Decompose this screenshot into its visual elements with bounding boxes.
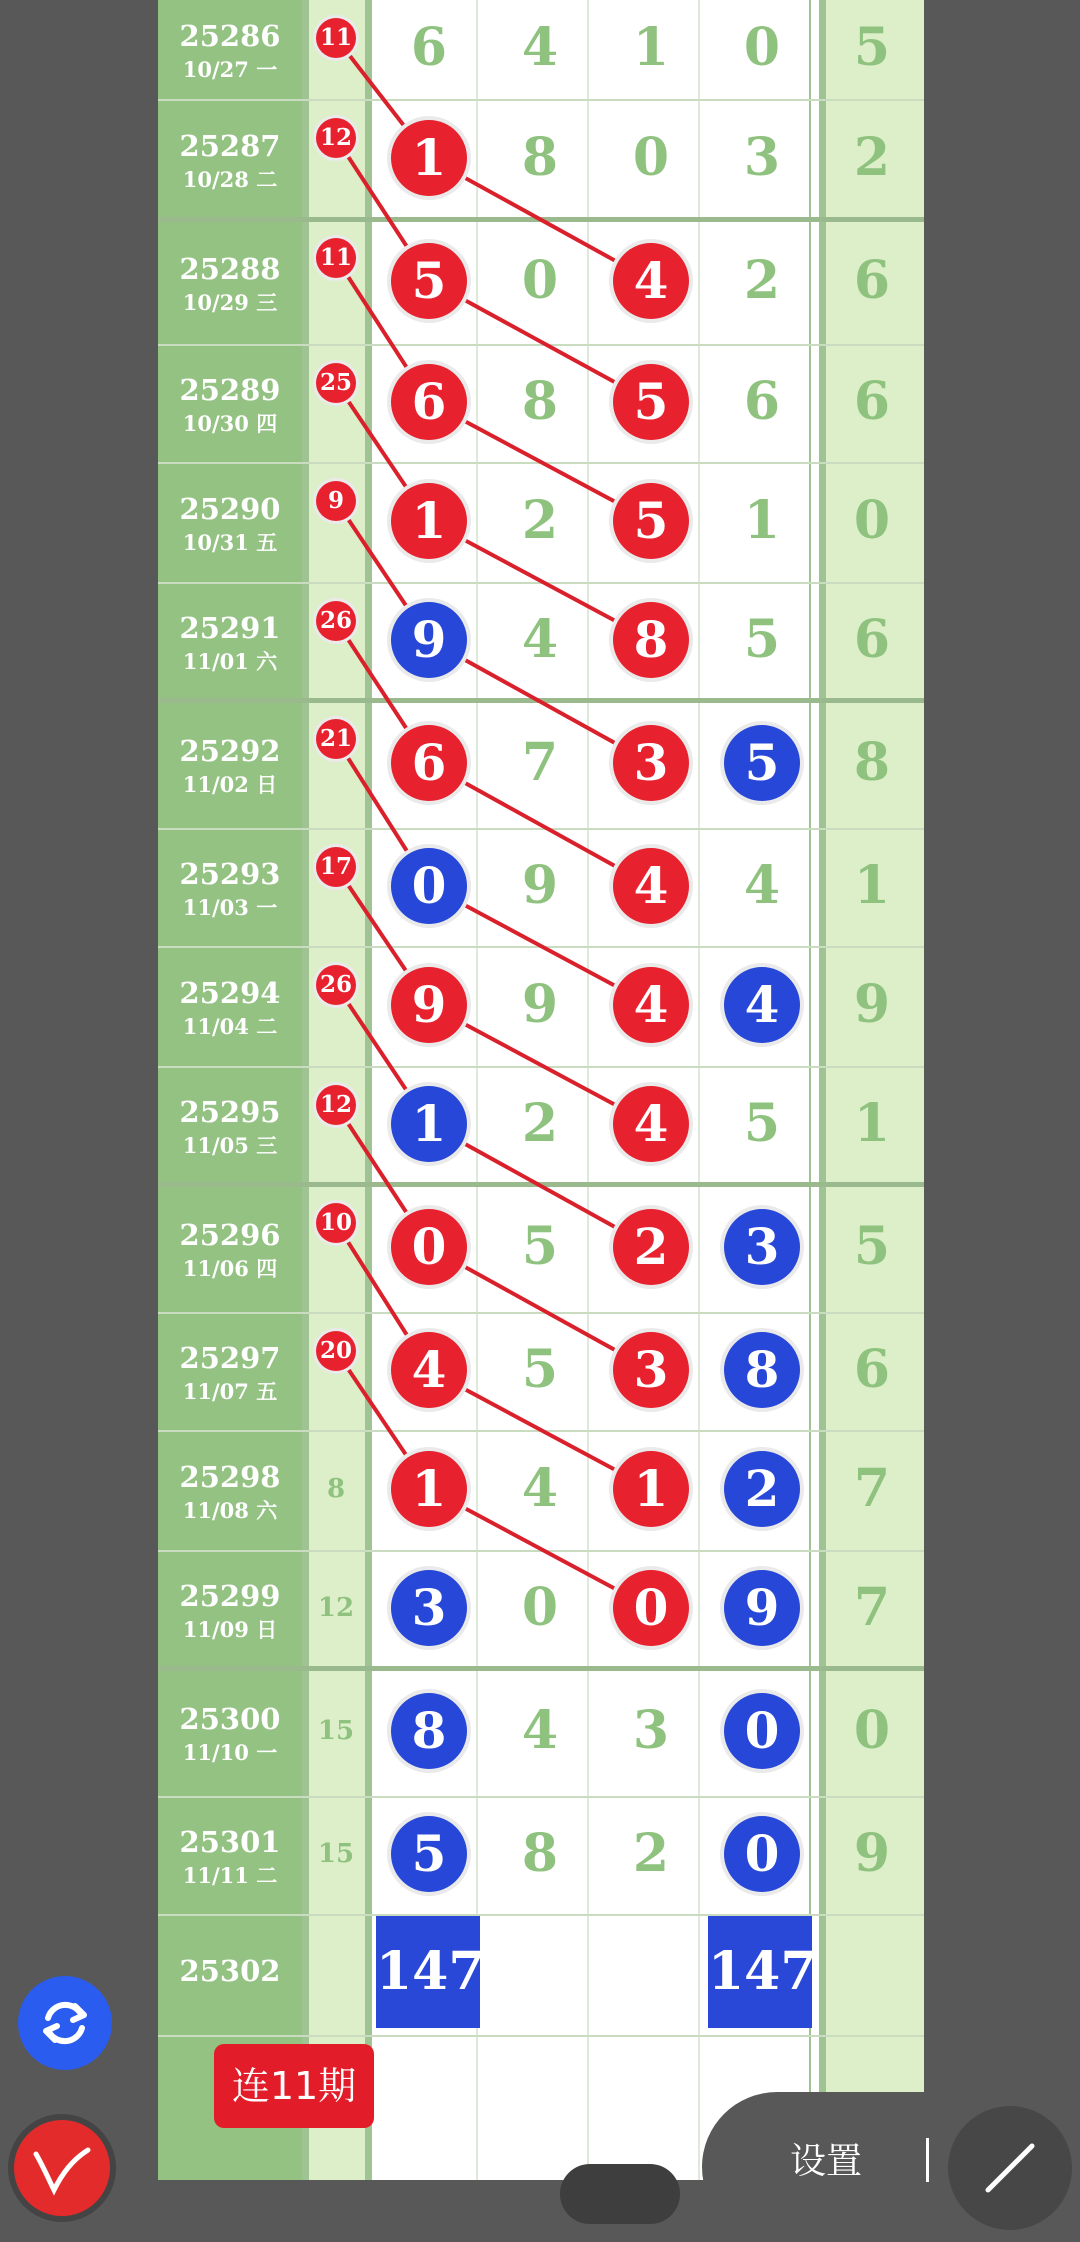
- blue-number-ball: 5: [724, 725, 800, 801]
- issue-number: 25288: [179, 251, 281, 286]
- blue-number-ball: 9: [724, 1570, 800, 1646]
- refresh-icon: [18, 1976, 112, 2070]
- pencil-icon: [948, 2106, 1072, 2230]
- red-number-ball: 9: [391, 967, 467, 1043]
- blue-number-ball: 3: [724, 1209, 800, 1285]
- digit-cell: 3: [743, 127, 781, 188]
- bonus-ball: 12: [316, 118, 356, 158]
- draw-date: 11/03 一: [182, 895, 278, 920]
- blue-number-ball: 0: [724, 1693, 800, 1769]
- blue-number-ball: 4: [724, 967, 800, 1043]
- blue-number-ball: 8: [724, 1332, 800, 1408]
- draw-date: 10/27 一: [182, 57, 278, 82]
- digit-cell: 0: [521, 249, 559, 311]
- bonus-value: 12: [317, 1593, 355, 1623]
- draw-date: 11/08 六: [182, 1498, 278, 1523]
- digit-cell: 2: [743, 249, 781, 311]
- digit-cell: 0: [853, 490, 891, 551]
- digit-cell: 8: [521, 127, 559, 188]
- red-number-ball: 1: [391, 1451, 467, 1527]
- digit-cell: 6: [853, 609, 891, 670]
- blue-number-ball: 1: [391, 1086, 467, 1162]
- draw-date: 11/04 二: [182, 1014, 278, 1039]
- issue-number: 25287: [179, 129, 281, 163]
- issue-number: 25301: [179, 1825, 281, 1859]
- digit-cell: 6: [853, 371, 891, 432]
- digit-cell: 9: [853, 1823, 891, 1884]
- digit-cell: 8: [521, 1823, 559, 1884]
- issue-number: 25299: [179, 1579, 281, 1613]
- red-number-ball: 4: [613, 1086, 689, 1162]
- red-number-ball: 1: [613, 1451, 689, 1527]
- digit-cell: 1: [632, 17, 670, 78]
- refresh-button[interactable]: [18, 1976, 112, 2070]
- digit-cell: 0: [521, 1577, 559, 1638]
- red-number-ball: 0: [613, 1570, 689, 1646]
- bonus-ball: 11: [316, 18, 356, 58]
- digit-cell: 8: [521, 371, 559, 432]
- settings-button[interactable]: 设置: [790, 2141, 863, 2182]
- issue-number: 25295: [179, 1095, 281, 1129]
- draw-date: 11/05 三: [182, 1133, 278, 1158]
- digit-cell: 1: [853, 1093, 891, 1154]
- toolbar-divider: [926, 2138, 929, 2182]
- issue-number: 25296: [179, 1218, 281, 1252]
- digit-cell: 4: [521, 1458, 559, 1519]
- draw-date: 11/11 二: [182, 1863, 278, 1888]
- draw-date: 11/02 日: [182, 772, 278, 797]
- digit-cell: 6: [853, 1339, 891, 1400]
- blue-number-ball: 8: [391, 1693, 467, 1769]
- red-number-ball: 8: [613, 602, 689, 678]
- issue-number: 25294: [179, 976, 281, 1010]
- draw-date: 10/28 二: [182, 167, 278, 192]
- digit-cell: 7: [853, 1577, 891, 1638]
- next-issue-number: 25302: [179, 1954, 281, 1988]
- digit-cell: 7: [853, 1458, 891, 1519]
- digit-cell: 0: [853, 1700, 891, 1761]
- bonus-value: 15: [317, 1839, 355, 1869]
- red-number-ball: 4: [613, 243, 689, 319]
- bonus-ball: 21: [316, 719, 356, 759]
- pencil-button[interactable]: [948, 2106, 1072, 2230]
- draw-date: 11/10 一: [182, 1740, 278, 1765]
- digit-cell: 2: [632, 1823, 670, 1884]
- issue-number: 25293: [179, 857, 281, 891]
- digit-cell: 4: [743, 855, 781, 916]
- digit-cell: 0: [743, 17, 781, 78]
- streak-badge[interactable]: 连11期: [214, 2044, 374, 2128]
- issue-number: 25289: [179, 373, 281, 407]
- digit-cell: 9: [853, 974, 891, 1035]
- draw-date: 11/06 四: [182, 1256, 278, 1281]
- bonus-ball: 9: [316, 481, 356, 521]
- digit-cell: 8: [853, 732, 891, 793]
- red-number-ball: 6: [391, 725, 467, 801]
- bonus-ball: 12: [316, 1085, 356, 1125]
- red-number-ball: 5: [613, 364, 689, 440]
- digit-cell: 7: [521, 732, 559, 793]
- digit-cell: 5: [853, 17, 891, 78]
- red-number-ball: 2: [613, 1209, 689, 1285]
- blue-number-ball: 3: [391, 1570, 467, 1646]
- prediction-box: 147: [708, 1916, 812, 2028]
- bottom-handle[interactable]: [560, 2164, 680, 2224]
- digit-cell: 4: [521, 609, 559, 670]
- issue-number: 25300: [179, 1702, 281, 1736]
- v-logo-icon: [14, 2120, 110, 2216]
- issue-number: 25298: [179, 1460, 281, 1494]
- red-number-ball: 5: [391, 243, 467, 319]
- digit-cell: 5: [521, 1339, 559, 1400]
- lottery-trend-board: [158, 0, 924, 2180]
- bonus-ball: 26: [316, 601, 356, 641]
- digit-cell: 5: [743, 609, 781, 670]
- red-number-ball: 5: [613, 483, 689, 559]
- issue-number: 25290: [179, 492, 281, 526]
- digit-cell: 3: [632, 1700, 670, 1761]
- issue-number: 25297: [179, 1341, 281, 1375]
- bonus-ball: 20: [316, 1331, 356, 1371]
- draw-date: 11/09 日: [182, 1617, 278, 1642]
- digit-cell: 4: [521, 17, 559, 78]
- digit-cell: 5: [853, 1216, 891, 1277]
- red-number-ball: 4: [613, 967, 689, 1043]
- digit-cell: 6: [743, 371, 781, 432]
- digit-cell: 2: [521, 1093, 559, 1154]
- digit-cell: 9: [521, 974, 559, 1035]
- bonus-ball: 10: [316, 1203, 356, 1243]
- blue-number-ball: 0: [391, 848, 467, 924]
- issue-number: 25286: [179, 19, 281, 53]
- prediction-box: 147: [376, 1916, 480, 2028]
- red-number-ball: 4: [391, 1332, 467, 1408]
- red-number-ball: 1: [391, 483, 467, 559]
- digit-cell: 2: [521, 490, 559, 551]
- digit-cell: 9: [521, 855, 559, 916]
- bonus-ball: 11: [316, 238, 356, 278]
- blue-number-ball: 5: [391, 1816, 467, 1892]
- bonus-ball: 26: [316, 965, 356, 1005]
- red-number-ball: 1: [391, 120, 467, 196]
- draw-date: 11/07 五: [182, 1379, 278, 1404]
- digit-cell: 1: [743, 490, 781, 551]
- blue-number-ball: 2: [724, 1451, 800, 1527]
- digit-cell: 4: [521, 1700, 559, 1761]
- digit-cell: 0: [632, 127, 670, 188]
- digit-cell: 5: [521, 1216, 559, 1277]
- bonus-ball: 25: [316, 363, 356, 403]
- issue-number: 25292: [179, 734, 281, 768]
- draw-date: 11/01 六: [182, 649, 278, 674]
- blue-number-ball: 0: [724, 1816, 800, 1892]
- digit-cell: 5: [743, 1093, 781, 1154]
- digit-cell: 6: [410, 17, 448, 78]
- bonus-ball: 17: [316, 847, 356, 887]
- red-number-ball: 3: [613, 725, 689, 801]
- red-number-ball: 4: [613, 848, 689, 924]
- digit-cell: 6: [853, 249, 891, 311]
- bonus-value: 15: [317, 1716, 355, 1746]
- draw-date: 10/29 三: [182, 289, 278, 315]
- draw-date: 10/30 四: [182, 411, 278, 436]
- draw-date: 10/31 五: [182, 530, 278, 555]
- red-number-ball: 0: [391, 1209, 467, 1285]
- digit-cell: 2: [853, 127, 891, 188]
- digit-cell: 1: [853, 855, 891, 916]
- bonus-value: 8: [326, 1474, 346, 1504]
- red-number-ball: 3: [613, 1332, 689, 1408]
- v-logo-button[interactable]: [14, 2120, 110, 2216]
- issue-number: 25291: [179, 611, 281, 645]
- blue-number-ball: 9: [391, 602, 467, 678]
- red-number-ball: 6: [391, 364, 467, 440]
